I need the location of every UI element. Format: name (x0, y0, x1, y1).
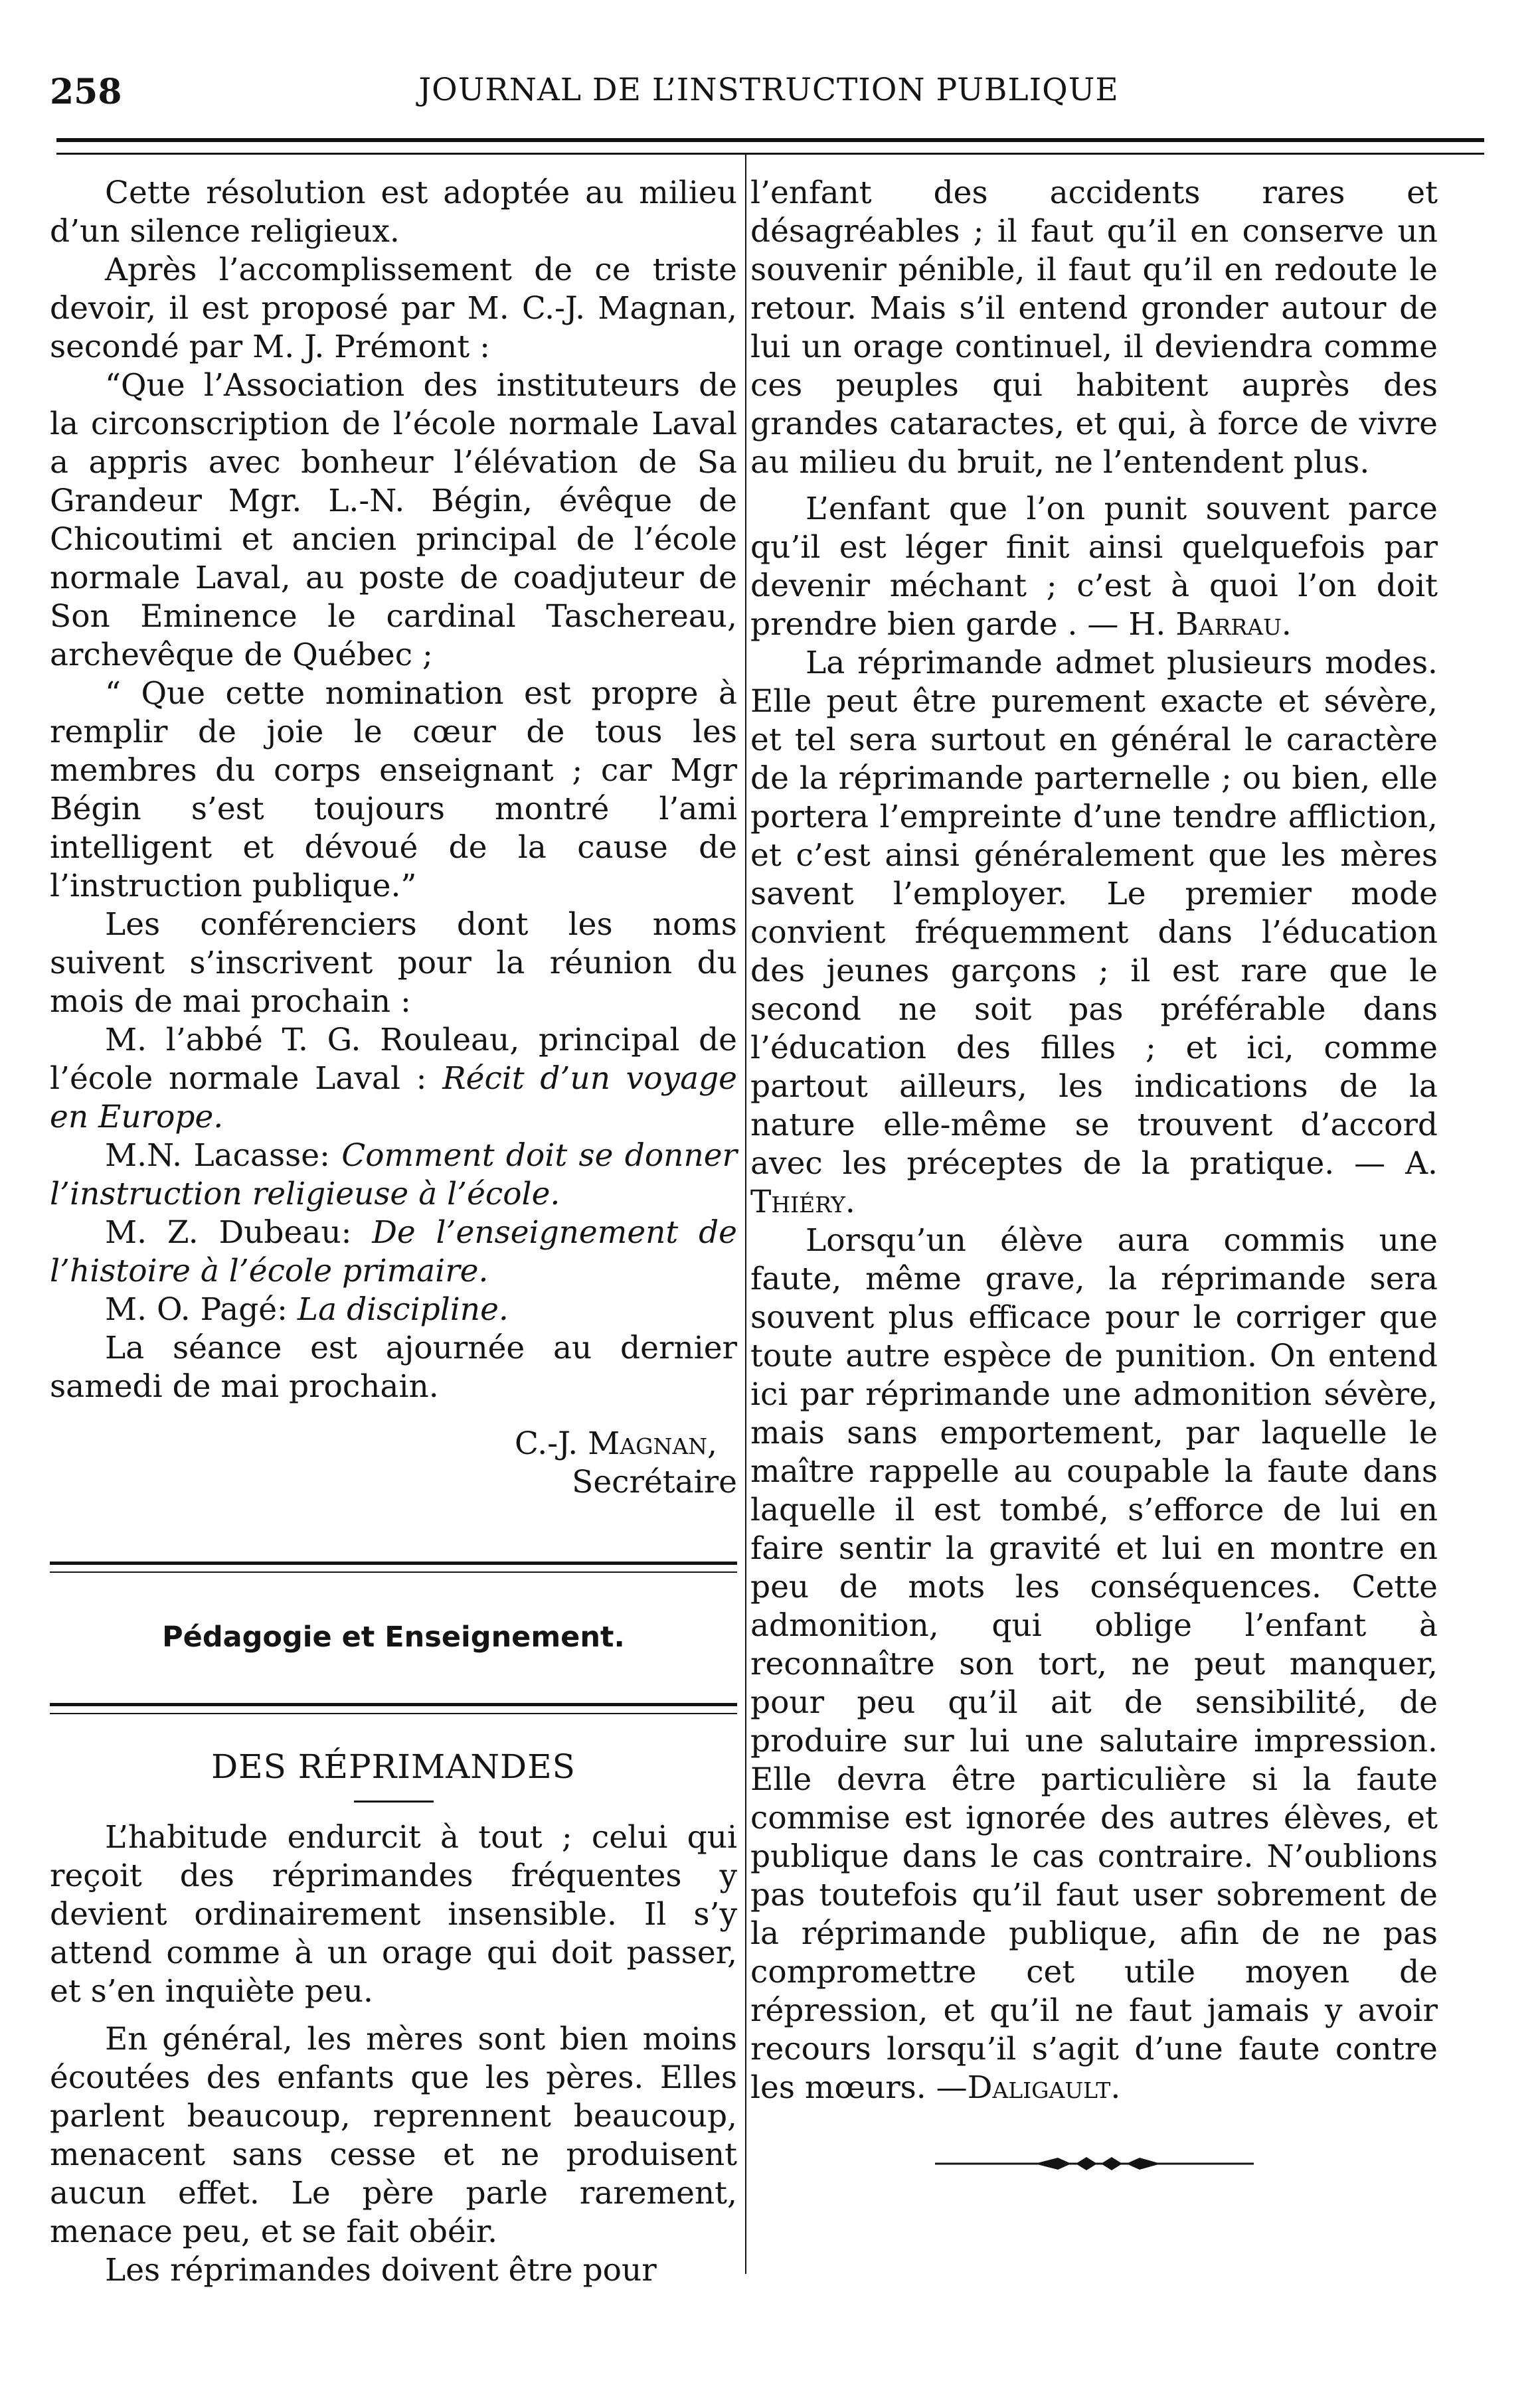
lecturer-entry (50, 1137, 737, 1214)
author-name: Daligault. (967, 2069, 1121, 2106)
section-rule (50, 1703, 737, 1714)
author-name: A. Thiéry. (750, 1145, 1438, 1220)
ornament-divider (935, 2154, 1254, 2174)
article-paragraph: La réprimande admet plusieurs modes. Elle peut être purement exacte et sévère, et tel sera surtout en général le caractère de la réprimande parternelle ; ou bien, elle portera l’empreinte d’une tendre affliction, et c’est ainsi généralement que les mères savent l’employer. Le premier mode convient fréquemment dans l’éducation des jeunes garçons ; il est rare que le second ne soit pas préférable dans l’éducation des filles ; et ici, comme partout ailleurs, les indications de la nature elle-même se trouvent d’accord avec les préceptes de la pratique. — A. Thiéry. (750, 645, 1438, 1220)
title-rule (354, 1801, 434, 1803)
lecturer-entry (50, 1214, 737, 1291)
article-paragraph: L’enfant que l’on punit souvent parce qu’il est léger finit ainsi quelquefois par devenir méchant ; c’est à quoi l’on doit prendre bien garde . — H. Barrau. (750, 491, 1438, 643)
column-divider (745, 153, 746, 2274)
lecture-title: De l’enseignement de l’histoire à l’école primaire. (50, 1214, 737, 1289)
resolution-paragraph: “ Que cette nomination est propre à remplir de joie le cœur de tous les membres du corps enseignant ; car Mgr Bégin s’est toujours montré l’ami intelligent et dévoué de la cause de l’instruction publique.” (50, 675, 737, 904)
article-paragraph: L’habitude endurcit à tout ; celui qui reçoit des réprimandes fréquentes y devient ordinairement insensible. Il s’y attend comme à un orage qui doit passer, et s’en inquiète peu. (50, 1819, 737, 2010)
article-paragraph: Lorsqu’un élève aura commis une faute, même grave, la réprimande sera souvent plus efficace pour le corriger que toute autre espèce de punition. On entend ici par réprimande une admonition sévère, mais sans emportement, par laquelle le maître rappelle au coupable la faute dans laquelle il est tombé, s’efforce de lui en faire sentir la gravité et lui en montre en peu de mots les conséquences. Cette admonition, qui oblige l’enfant à reconnaître son tort, ne peut manquer, pour peu qu’il ait de sensibilité, de produire sur lui une salutaire impression. Elle devra être particulière si la faute commise est ignorée des autres élèves, et publique dans le cas contraire. N’oublions pas toutefois qu’il faut user sobrement de la réprimande publique, afin de ne pas compromettre cet utile moyen de répression, et qu’il ne faut jamais y avoir recours lorsqu’il s’agit d’une faute contre les mœurs. —Daligault. (750, 1222, 1438, 2106)
section-rule (50, 1562, 737, 1573)
lecturer-name: M.N. Lacasse: (105, 1137, 330, 1174)
journal-title: JOURNAL DE L’INSTRUCTION PUBLIQUE (418, 72, 1119, 108)
paragraph: Cette résolution est adoptée au milieu d’un silence religieux. (50, 175, 737, 250)
lecturer-name: M. Z. Dubeau: (105, 1214, 352, 1251)
lecturer-name: M. l’abbé T. G. Rouleau, principal de l’école normale Laval : (50, 1022, 737, 1097)
section-title: Pédagogie et Enseignement. (162, 1621, 625, 1654)
article-paragraph: Les réprimandes doivent être pour (105, 2252, 657, 2288)
lecture-title: Récit d’un voyage en Europe. (50, 1060, 737, 1135)
lecturer-entry (50, 1021, 737, 1137)
article-title: DES RÉPRIMANDES (211, 1747, 576, 1786)
lecturer-name: M. O. Pagé: (105, 1291, 288, 1328)
paragraph: La séance est ajournée au dernier samedi de mai prochain. (50, 1330, 737, 1405)
lecture-title: La discipline. (297, 1291, 509, 1328)
paragraph: Les conférenciers dont les noms suivent s’inscrivent pour la réunion du mois de mai prochain : (50, 906, 737, 1020)
article-paragraph: En général, les mères sont bien moins écoutées des enfants que les pères. Elles parlent beaucoup, reprennent beaucoup, menacent sans cesse et ne produisent aucun effet. Le père parle rarement, menace peu, et se fait obéir. (50, 2021, 737, 2250)
page-number: 258 (50, 72, 122, 112)
left-column (50, 174, 737, 2290)
right-column (750, 174, 1438, 2174)
signature-role: Secrétaire (572, 1464, 737, 1500)
lecture-title: Comment doit se donner l’instruction religieuse à l’école. (50, 1137, 737, 1212)
article-paragraph: l’enfant des accidents rares et désagréables ; il faut qu’il en conserve un souvenir pénible, il faut qu’il en redoute le retour. Mais s’il entend gronder autour de lui un orage continuel, il deviendra comme ces peuples qui habitent auprès des grandes cataractes, et qui, à force de vivre au milieu du bruit, ne l’entendent plus. (750, 175, 1438, 481)
paragraph: Après l’accomplissement de ce triste devoir, il est proposé par M. C.-J. Magnan, secondé par M. J. Prémont : (50, 252, 737, 365)
lecturer-entry (50, 1291, 737, 1329)
author-name: H. Barrau. (1128, 606, 1292, 643)
resolution-paragraph: “Que l’Association des instituteurs de la circonscription de l’école normale Laval a appris avec bonheur l’élévation de Sa Grandeur Mgr. L.-N. Bégin, évêque de Chicoutimi et ancien principal de l’école normale Laval, au poste de coadjuteur de Son Eminence le cardinal Taschereau, archevêque de Québec ; (50, 367, 737, 673)
signature-name: C.-J. Magnan, (514, 1425, 717, 1462)
page-header (50, 72, 1488, 125)
header-rule (56, 138, 1484, 155)
